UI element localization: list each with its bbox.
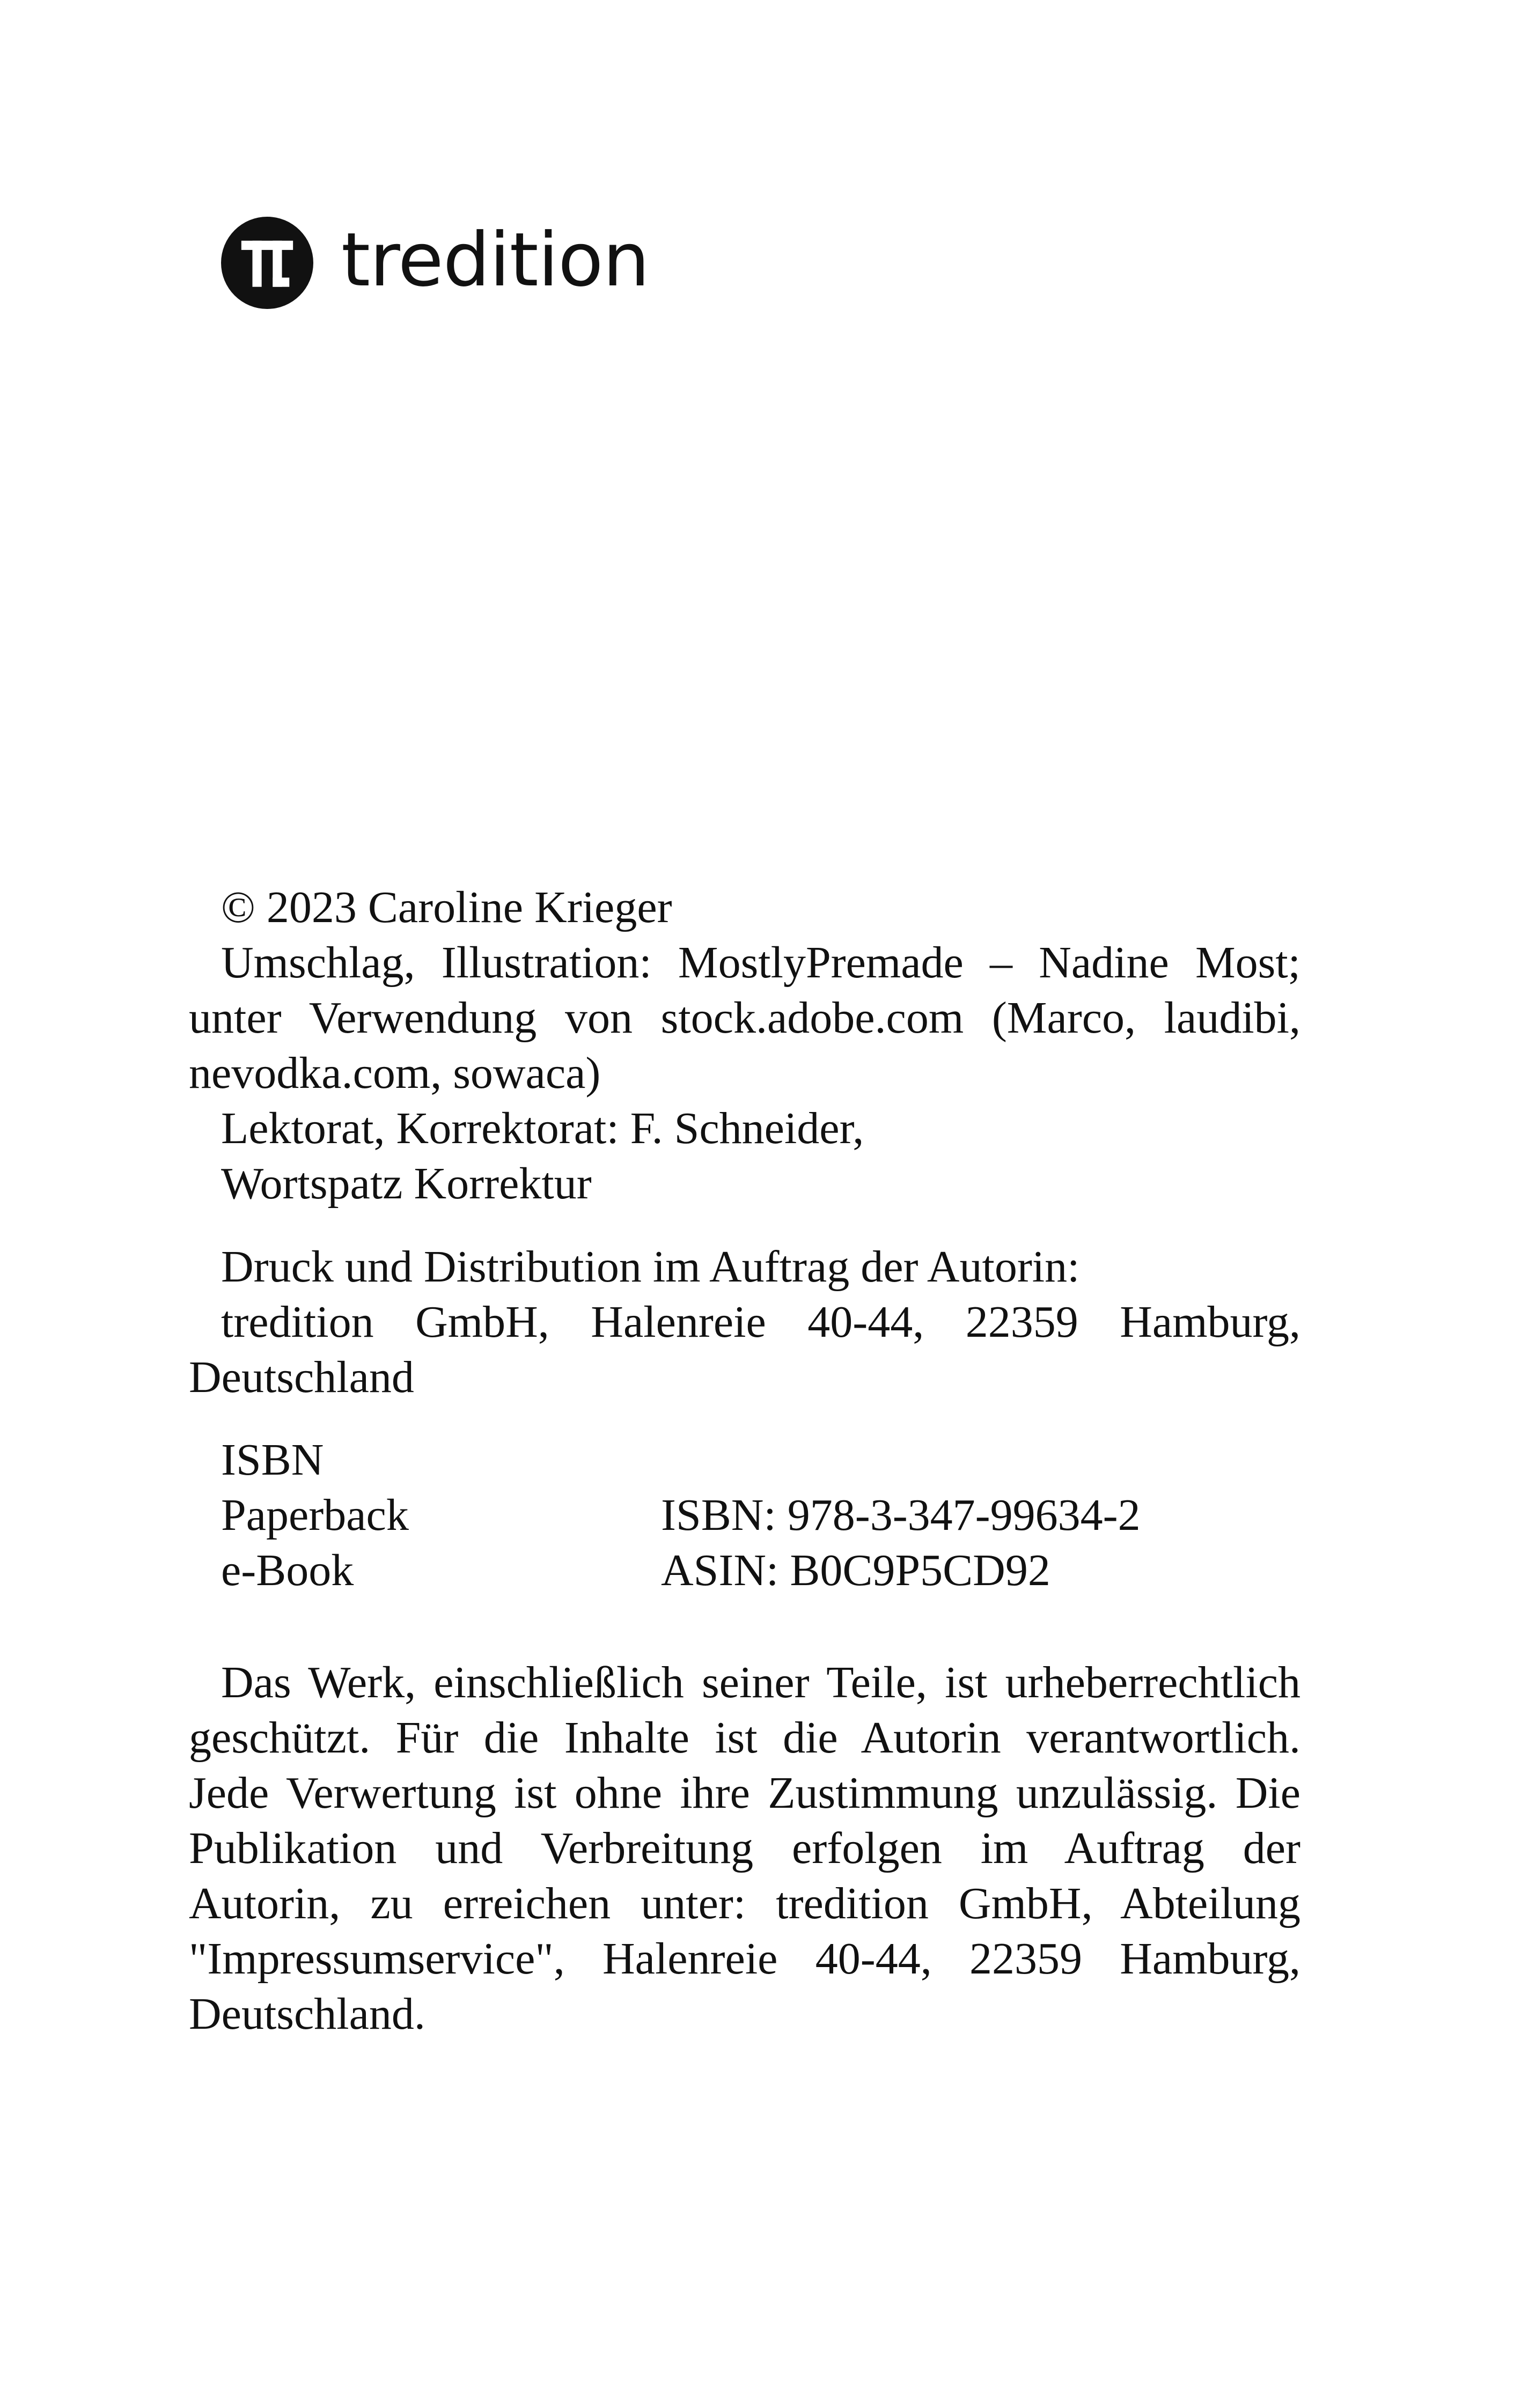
legal-line: Deutschland. <box>189 1989 425 2039</box>
publisher-logo <box>221 215 649 311</box>
credits-block <box>189 880 1300 1211</box>
isbn-value: ASIN: B0C9P5CD92 <box>661 1545 1050 1595</box>
legal-line: Das Werk, einschließlich seiner Teile, ist urheberrechtlich <box>221 1658 1300 1707</box>
cover-line: Umschlag, Illustration: MostlyPremade – Nadine Most; <box>221 938 1300 988</box>
distribution-line: tredition GmbH, Halenreie 40-44, 22359 Hamburg, <box>221 1297 1300 1347</box>
legal-line: geschützt. Für die Inhalte ist die Autorin verantwortlich. <box>189 1713 1300 1763</box>
legal-line: Jede Verwertung ist ohne ihre Zustimmung unzulässig. Die <box>189 1768 1300 1818</box>
isbn-block <box>189 1432 1300 1598</box>
isbn-heading: ISBN <box>221 1435 324 1485</box>
legal-line: Publikation und Verbreitung erfolgen im Auftrag der <box>189 1823 1300 1873</box>
cover-line: nevodka.com, sowaca) <box>189 1048 601 1098</box>
editing-line: Wortspatz Korrektur <box>221 1159 592 1209</box>
editing-line: Lektorat, Korrektorat: F. Schneider, <box>221 1103 864 1153</box>
legal-notice <box>189 1655 1300 2042</box>
cover-line: unter Verwendung von stock.adobe.com (Marco, laudibi, <box>189 993 1300 1043</box>
isbn-row-ebook <box>189 1543 1300 1598</box>
isbn-label: e-Book <box>221 1545 354 1595</box>
tredition-logo-icon <box>221 217 313 309</box>
isbn-value: ISBN: 978-3-347-99634-2 <box>661 1490 1141 1540</box>
isbn-label: Paperback <box>221 1490 409 1540</box>
distribution-block <box>189 1239 1300 1405</box>
copyright-line: © 2023 Caroline Krieger <box>221 882 672 932</box>
legal-line: Autorin, zu erreichen unter: tredition GmbH, Abteilung <box>189 1879 1300 1928</box>
distribution-line: Deutschland <box>189 1352 414 1402</box>
distribution-line: Druck und Distribution im Auftrag der Autorin: <box>221 1242 1080 1292</box>
legal-line: "Impressumservice", Halenreie 40-44, 22359 Hamburg, <box>189 1934 1300 1984</box>
isbn-row-paperback <box>189 1487 1300 1543</box>
publisher-name: tredition <box>341 217 649 303</box>
